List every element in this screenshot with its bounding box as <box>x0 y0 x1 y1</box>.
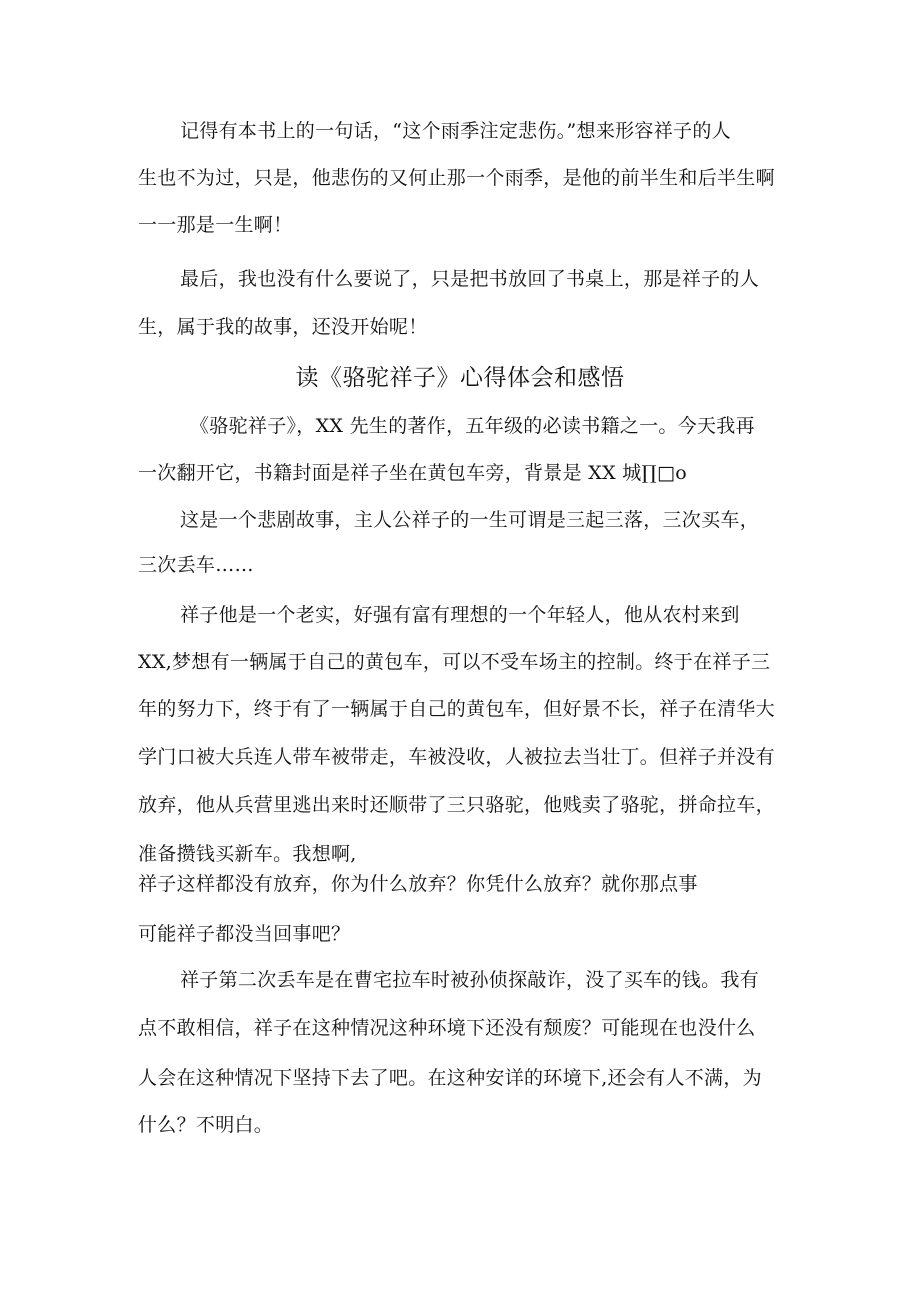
paragraph-line: 生，属于我的故事，还没开始呢！ <box>138 316 428 338</box>
paragraph-line: 生也不为过，只是，他悲伤的又何止那一个雨季，是他的前半生和后半生啊 <box>138 167 775 189</box>
paragraph-line: 祥子他是一个老实，好强有富有理想的一个年轻人，他从农村来到 <box>180 604 740 626</box>
paragraph-line: 这是一个悲剧故事，主人公祥子的一生可谓是三起三落，三次买车， <box>180 509 760 531</box>
paragraph-line: 人会在这种情况下坚持下去了吧。在这种安详的环境下,还会有人不满，为 <box>138 1067 762 1089</box>
paragraph-line: 什么？不明白。 <box>138 1114 274 1136</box>
paragraph-line: 一次翻开它，书籍封面是祥子坐在黄包车旁，背景是 XX 城∏□o <box>138 462 687 484</box>
paragraph-line: 祥子第二次丢车是在曹宅拉车时被孙侦探敲诈，没了买车的钱。我有 <box>180 969 760 991</box>
paragraph-line: 点不敢相信，祥子在这种情况这种环境下还没有颓废？可能现在也没什么 <box>138 1017 756 1039</box>
paragraph-line: 学门口被大兵连人带车被带走，车被没收，人被拉去当壮丁。但祥子并没有 <box>138 746 775 768</box>
paragraph-line: 最后，我也没有什么要说了，只是把书放回了书桌上，那是祥子的人 <box>180 268 760 290</box>
section-title: 读《骆驼祥子》心得体会和感悟 <box>295 365 625 391</box>
paragraph-line: 准备攒钱买新车。我想啊, <box>138 843 357 865</box>
paragraph-line: 记得有本书上的一句话，“这个雨季注定悲伤。”想来形容祥子的人 <box>180 120 731 142</box>
paragraph-line: 放弃，他从兵营里逃出来时还顺带了三只骆驼，他贱卖了骆驼，拼命拉车， <box>138 794 775 816</box>
paragraph-line: 三次丢车…… <box>138 554 254 576</box>
paragraph-line: 年的努力下，终于有了一辆属于自己的黄包车，但好景不长，祥子在清华大 <box>138 698 775 720</box>
paragraph-line: XX,梦想有一辆属于自己的黄包车，可以不受车场主的控制。终于在祥子三 <box>138 651 771 673</box>
paragraph-line: 可能祥子都没当回事吧？ <box>138 923 351 945</box>
paragraph-line: 《骆驼祥子》，XX 先生的著作，五年级的必读书籍之一。今天我再 <box>190 415 755 437</box>
paragraph-line: 一一那是一生啊！ <box>138 214 293 236</box>
paragraph-line: 祥子这样都没有放弃，你为什么放弃？你凭什么放弃？就你那点事 <box>138 873 698 895</box>
